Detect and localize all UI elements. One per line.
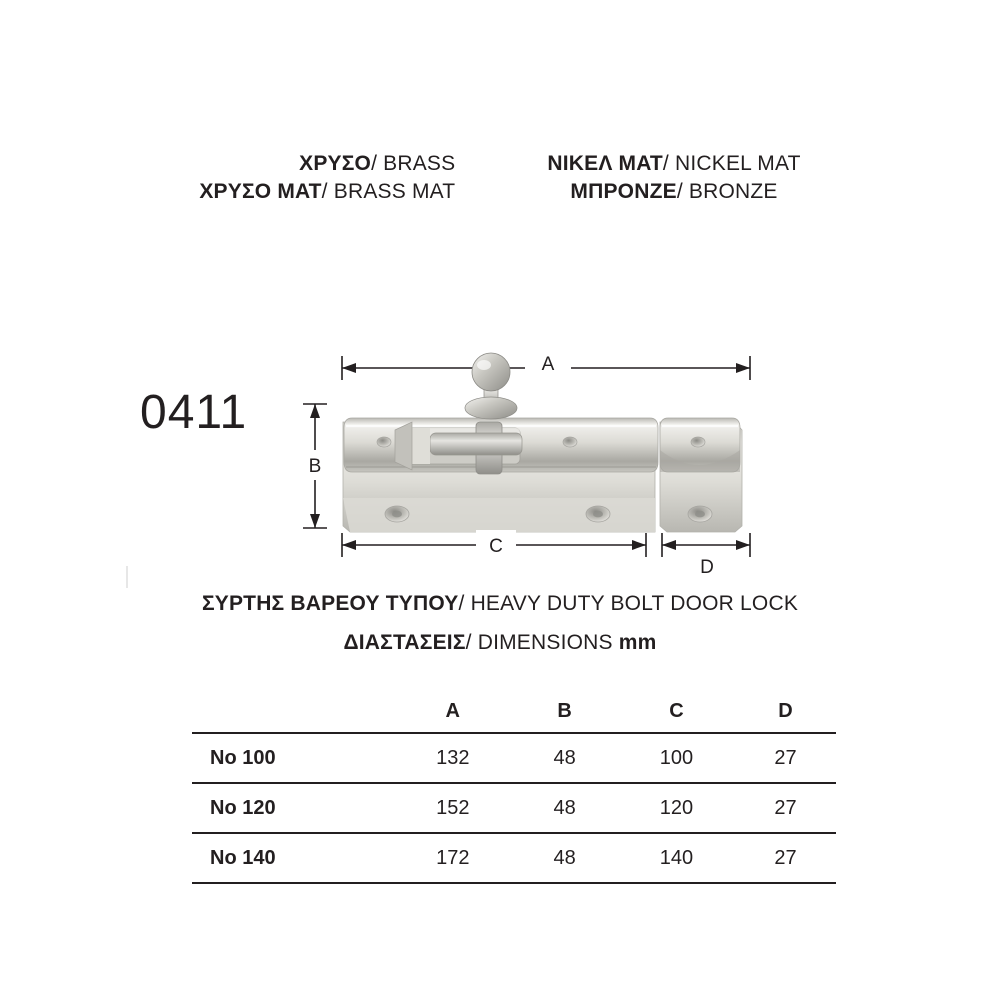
finish-item [547, 152, 800, 176]
product-drawing [280, 330, 780, 580]
finish-label-greek: ΧΡΥΣΟ [299, 152, 372, 175]
dimensions-caption [0, 631, 1000, 655]
table-cell-c: 100 [659, 746, 694, 769]
table-row [192, 733, 836, 783]
table-col-d: D [778, 699, 793, 722]
table-row-model: No 140 [210, 846, 276, 869]
table-col-c: C [669, 699, 684, 722]
table-cell-d: 27 [774, 746, 797, 769]
product-caption [0, 592, 1000, 616]
dimensions-label-greek: ΔΙΑΣΤΑΣΕΙΣ [343, 631, 466, 654]
table-cell-a: 172 [436, 846, 470, 869]
dimension-label-c: C [489, 536, 503, 557]
table-row-model: No 100 [210, 746, 276, 769]
dimension-label-d: D [700, 557, 714, 578]
table-cell-b: 48 [553, 796, 576, 819]
finish-item [199, 180, 455, 204]
finish-label-english: / BRASS [371, 152, 456, 175]
bolt-keeper [660, 418, 742, 532]
scan-artifact [126, 566, 128, 588]
table-cell-d: 27 [774, 846, 797, 869]
table-row [192, 783, 836, 833]
table-col-a: A [445, 699, 460, 722]
bolt-body [343, 418, 658, 532]
table-cell-a: 132 [436, 746, 470, 769]
table-cell-c: 140 [659, 846, 694, 869]
table-cell-d: 27 [774, 796, 797, 819]
finish-item [199, 152, 455, 176]
finish-item [547, 180, 800, 204]
dimension-label-b: B [308, 456, 322, 477]
finish-label-greek: ΧΡΥΣΟ ΜΑΤ [199, 180, 322, 204]
table-corner-cell [192, 690, 394, 733]
finishes-column-left [199, 152, 455, 204]
table-col-b: B [557, 699, 572, 722]
finish-label-greek: ΜΠΡΟΝΖΕ [570, 180, 677, 204]
dimensions-label-english: / DIMENSIONS [465, 631, 613, 654]
product-code: 0411 [140, 386, 248, 439]
dimension-label-a: A [541, 354, 555, 375]
finish-label-english: / NICKEL MAT [662, 152, 801, 175]
finish-label-english: / BRASS MAT [321, 180, 456, 204]
dimensions-unit: mm [618, 631, 657, 654]
finishes-header [0, 152, 1000, 204]
table-cell-b: 48 [553, 846, 576, 869]
product-caption-greek: ΣΥΡΤΗΣ ΒΑΡΕΟΥ ΤΥΠΟΥ [201, 592, 459, 615]
dimensions-table [192, 690, 836, 884]
finish-label-english: / BRONZE [676, 180, 778, 204]
table-cell-c: 120 [659, 796, 694, 819]
bolt-knob [465, 353, 517, 419]
finishes-column-right [547, 152, 800, 204]
product-caption-english: / HEAVY DUTY BOLT DOOR LOCK [458, 592, 799, 615]
table-row-model: No 120 [210, 796, 276, 819]
table-header-row [192, 690, 836, 733]
bolt-lock-diagram [280, 330, 780, 580]
table-row [192, 833, 836, 883]
finish-label-greek: ΝΙΚΕΛ ΜΑΤ [547, 152, 663, 175]
table-cell-b: 48 [553, 746, 576, 769]
table-cell-a: 152 [436, 796, 470, 819]
